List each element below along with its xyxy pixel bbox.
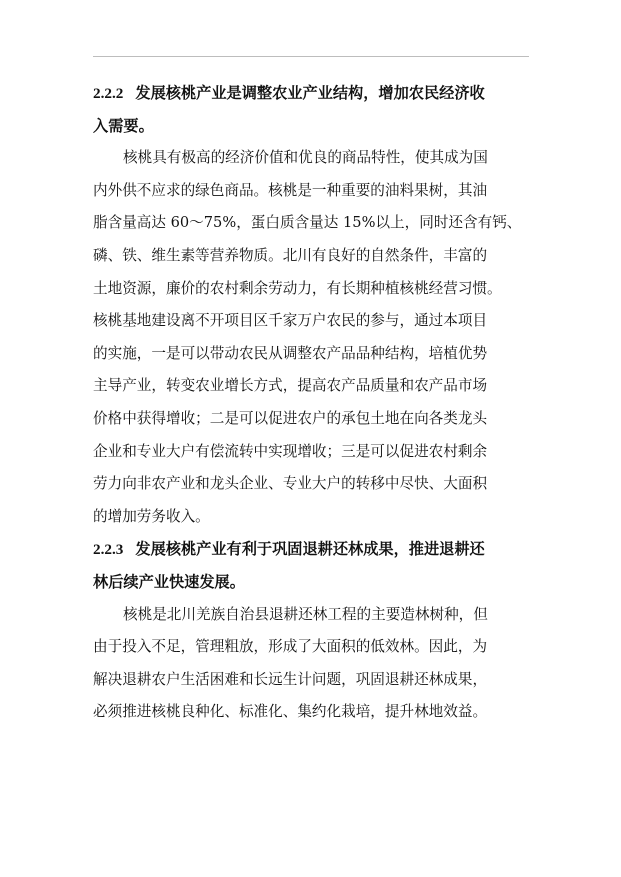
paragraph-line: 磷、铁、维生素等营养物质。北川有良好的自然条件，丰富的 [93, 246, 488, 264]
paragraph-line: 核桃具有极高的经济价值和优良的商品特性，使其成为国 [123, 149, 488, 167]
paragraph-line: 由于投入不足，管理粗放，形成了大面积的低效林。因此，为 [93, 638, 488, 656]
section-number: 2.2.2 [93, 85, 124, 102]
paragraph-line: 核桃是北川羌族自治县退耕还林工程的主要造林树种，但 [123, 605, 488, 623]
paragraph-line: 劳力向非农产业和龙头企业、专业大户的转移中尽快、大面积 [93, 475, 488, 493]
paragraph-line: 企业和专业大户有偿流转中实现增收；三是可以促进农村剩余 [93, 442, 488, 460]
section-number: 2.2.3 [93, 541, 124, 559]
section-heading-2-2-2 [93, 77, 529, 110]
paragraph-line: 主导产业，转变农业增长方式，提高农产品质量和农产品市场 [93, 377, 488, 395]
paragraph-line: 核桃基地建设离不开项目区千家万户农民的参与，通过本项目 [93, 312, 488, 330]
header-rule [93, 56, 529, 57]
paragraph-line: 内外供不应求的绿色商品。核桃是一种重要的油料果树，其油 [93, 181, 488, 199]
section-heading-text: 入需要。 [93, 116, 154, 135]
section-heading-text: 林后续产业快速发展。 [93, 572, 245, 591]
paragraph-2-2-2 [93, 142, 529, 533]
paragraph-line: 的实施，一是可以带动农民从调整农产品品种结构，培植优势 [93, 344, 488, 362]
paragraph-line: 土地资源，廉价的农村剩余劳动力，有长期种植核桃经营习惯。 [93, 279, 502, 297]
paragraph-line: 价格中获得增收；二是可以促进农户的承包土地在向各类龙头 [93, 409, 488, 427]
paragraph-line: 必须推进核桃良种化、标准化、集约化栽培，提升林地效益。 [93, 703, 488, 721]
section-heading-2-2-3 [93, 533, 529, 566]
paragraph-line: 解决退耕农户生活困难和长远生计问题，巩固退耕还林成果， [93, 670, 488, 688]
paragraph-2-2-3 [93, 599, 529, 729]
document-body [93, 77, 529, 729]
paragraph-line: 的增加劳务收入。 [93, 507, 210, 525]
section-heading-2-2-3-cont [93, 566, 529, 599]
section-heading-2-2-2-cont [93, 110, 529, 143]
paragraph-line: 脂含量高达 60～75%，蛋白质含量达 15%以上，同时还含有钙、 [93, 214, 522, 232]
section-heading-text: 发展核桃产业有利于巩固退耕还林成果，推进退耕还 [135, 540, 485, 559]
section-heading-text: 发展核桃产业是调整农业产业结构，增加农民经济收 [135, 84, 485, 102]
